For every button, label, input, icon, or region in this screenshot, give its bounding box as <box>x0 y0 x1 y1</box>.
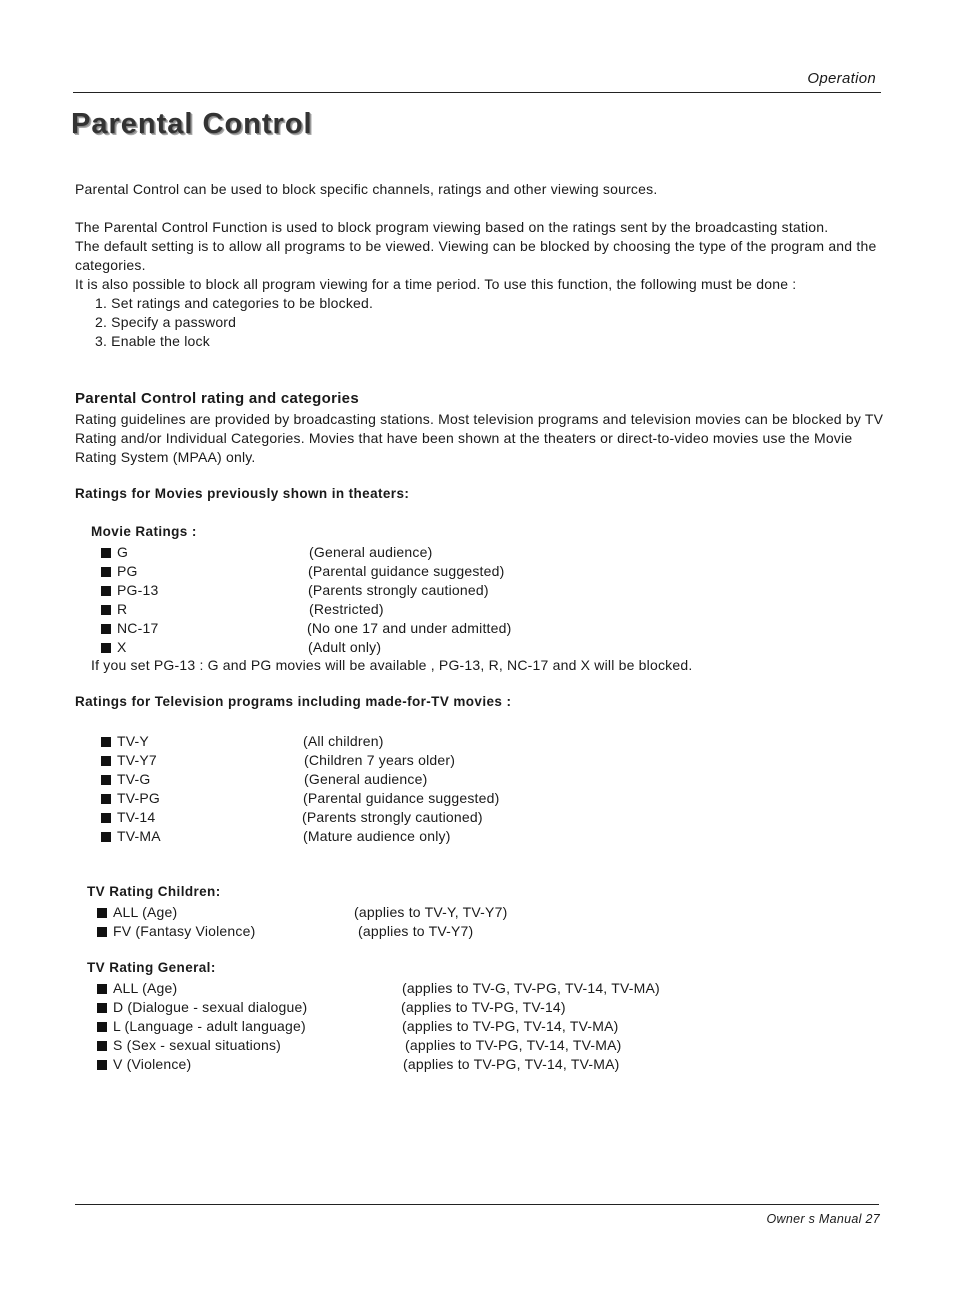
tv-heading: Ratings for Television programs including made-for-TV movies : <box>75 694 512 709</box>
tv-children-row <box>97 903 537 922</box>
movie-rating-row <box>101 562 561 581</box>
category-code: S (Sex - sexual situations) <box>113 1037 282 1053</box>
movie-rating-row <box>101 581 561 600</box>
list-item: 2. Specify a password <box>95 314 237 330</box>
category-code: L (Language - adult language) <box>113 1018 306 1034</box>
square-bullet-icon <box>97 1041 107 1051</box>
page-number: 27 <box>865 1212 880 1226</box>
intro-paragraph: It is also possible to block all program viewing for a time period. To use this function, the following must be done : <box>75 276 797 292</box>
square-bullet-icon <box>101 832 111 842</box>
category-desc: (applies to TV-PG, TV-14, TV-MA) <box>402 1018 619 1034</box>
square-bullet-icon <box>101 586 111 596</box>
square-bullet-icon <box>97 927 107 937</box>
movie-rating-row <box>101 638 561 657</box>
rating-desc: (General audience) <box>309 544 433 560</box>
rating-code: TV-G <box>117 771 151 787</box>
tv-general-heading: TV Rating General: <box>87 960 216 975</box>
tv-general-row <box>97 1036 697 1055</box>
tv-general-row <box>97 979 697 998</box>
rating-desc: (Restricted) <box>309 601 384 617</box>
rating-description <box>75 410 887 467</box>
movie-rating-row <box>101 619 561 638</box>
page-title: Parental Control <box>71 108 313 140</box>
square-bullet-icon <box>101 737 111 747</box>
list-item: 3. Enable the lock <box>95 333 210 349</box>
square-bullet-icon <box>101 794 111 804</box>
square-bullet-icon <box>97 1022 107 1032</box>
tv-general-row <box>97 1017 697 1036</box>
rating-desc: (Adult only) <box>308 639 382 655</box>
rating-desc: (No one 17 and under admitted) <box>307 620 512 636</box>
movies-heading: Ratings for Movies previously shown in theaters: <box>75 486 410 501</box>
tv-children-row <box>97 922 537 941</box>
category-code: FV (Fantasy Violence) <box>113 923 256 939</box>
rating-desc: (Parents strongly cautioned) <box>308 582 489 598</box>
tv-rating-row <box>101 751 541 770</box>
rating-code: TV-Y <box>117 733 149 749</box>
square-bullet-icon <box>101 567 111 577</box>
category-code: ALL (Age) <box>113 904 178 920</box>
rating-code: TV-PG <box>117 790 161 806</box>
section-heading: Parental Control rating and categories <box>75 390 359 407</box>
category-desc: (applies to TV-Y, TV-Y7) <box>354 904 508 920</box>
tv-rating-row <box>101 770 541 789</box>
category-desc: (applies to TV-Y7) <box>358 923 474 939</box>
tv-rating-row <box>101 789 541 808</box>
rating-code: TV-MA <box>117 828 161 844</box>
section-label: Operation <box>807 70 876 87</box>
rating-desc: (Parental guidance suggested) <box>308 563 505 579</box>
rating-desc: (Mature audience only) <box>303 828 451 844</box>
square-bullet-icon <box>101 643 111 653</box>
tv-children-heading: TV Rating Children: <box>87 884 221 899</box>
rating-desc: (Parents strongly cautioned) <box>302 809 483 825</box>
intro-paragraph: The default setting is to allow all programs to be viewed. Viewing can be blocked by choosing the type of the program and the categories. <box>75 238 877 273</box>
square-bullet-icon <box>101 756 111 766</box>
page-footer <box>766 1212 880 1226</box>
square-bullet-icon <box>97 1060 107 1070</box>
movie-rating-row <box>101 543 561 562</box>
category-desc: (applies to TV-PG, TV-14, TV-MA) <box>403 1056 620 1072</box>
category-desc: (applies to TV-PG, TV-14, TV-MA) <box>405 1037 622 1053</box>
rating-code: R <box>117 601 128 617</box>
list-item: 1. Set ratings and categories to be blocked. <box>95 295 374 311</box>
rating-code: G <box>117 544 129 560</box>
category-code: V (Violence) <box>113 1056 192 1072</box>
intro-paragraph: Parental Control can be used to block specific channels, ratings and other viewing sources. <box>75 181 658 197</box>
rating-desc: (All children) <box>303 733 384 749</box>
rating-desc: (Children 7 years older) <box>304 752 456 768</box>
tv-rating-row <box>101 732 541 751</box>
movie-rating-row <box>101 600 561 619</box>
square-bullet-icon <box>97 908 107 918</box>
tv-general-row <box>97 998 697 1017</box>
header-divider <box>73 92 881 93</box>
square-bullet-icon <box>97 1003 107 1013</box>
footer-divider <box>75 1204 879 1205</box>
category-desc: (applies to TV-G, TV-PG, TV-14, TV-MA) <box>402 980 660 996</box>
category-code: ALL (Age) <box>113 980 178 996</box>
square-bullet-icon <box>101 813 111 823</box>
square-bullet-icon <box>101 605 111 615</box>
category-desc: (applies to TV-PG, TV-14) <box>401 999 566 1015</box>
intro-paragraph: The Parental Control Function is used to block program viewing based on the ratings sent by the broadcasting station. <box>75 219 829 235</box>
rating-code: PG <box>117 563 138 579</box>
rating-code: NC-17 <box>117 620 159 636</box>
rating-code: PG-13 <box>117 582 159 598</box>
rating-code: X <box>117 639 127 655</box>
rating-code: TV-14 <box>117 809 156 825</box>
square-bullet-icon <box>101 624 111 634</box>
square-bullet-icon <box>101 548 111 558</box>
rating-desc: (Parental guidance suggested) <box>303 790 500 806</box>
movies-note: If you set PG-13 : G and PG movies will be available , PG-13, R, NC-17 and X will be blocked. <box>91 657 693 673</box>
rating-code: TV-Y7 <box>117 752 157 768</box>
intro-block <box>75 180 887 351</box>
movie-ratings-label: Movie Ratings : <box>91 524 197 539</box>
square-bullet-icon <box>101 775 111 785</box>
category-code: D (Dialogue - sexual dialogue) <box>113 999 308 1015</box>
rating-paragraph: Rating guidelines are provided by broadcasting stations. Most television programs and television movies can be blocked by TV Rating and/or Individual Categories. Movies that have been shown at the theaters or direct-to-video movies use the Movie Rating System (MPAA) only. <box>75 411 884 465</box>
footer-label: Owner s Manual <box>766 1212 862 1226</box>
tv-rating-row <box>101 827 541 846</box>
tv-rating-row <box>101 808 541 827</box>
square-bullet-icon <box>97 984 107 994</box>
rating-desc: (General audience) <box>304 771 428 787</box>
tv-general-row <box>97 1055 697 1074</box>
